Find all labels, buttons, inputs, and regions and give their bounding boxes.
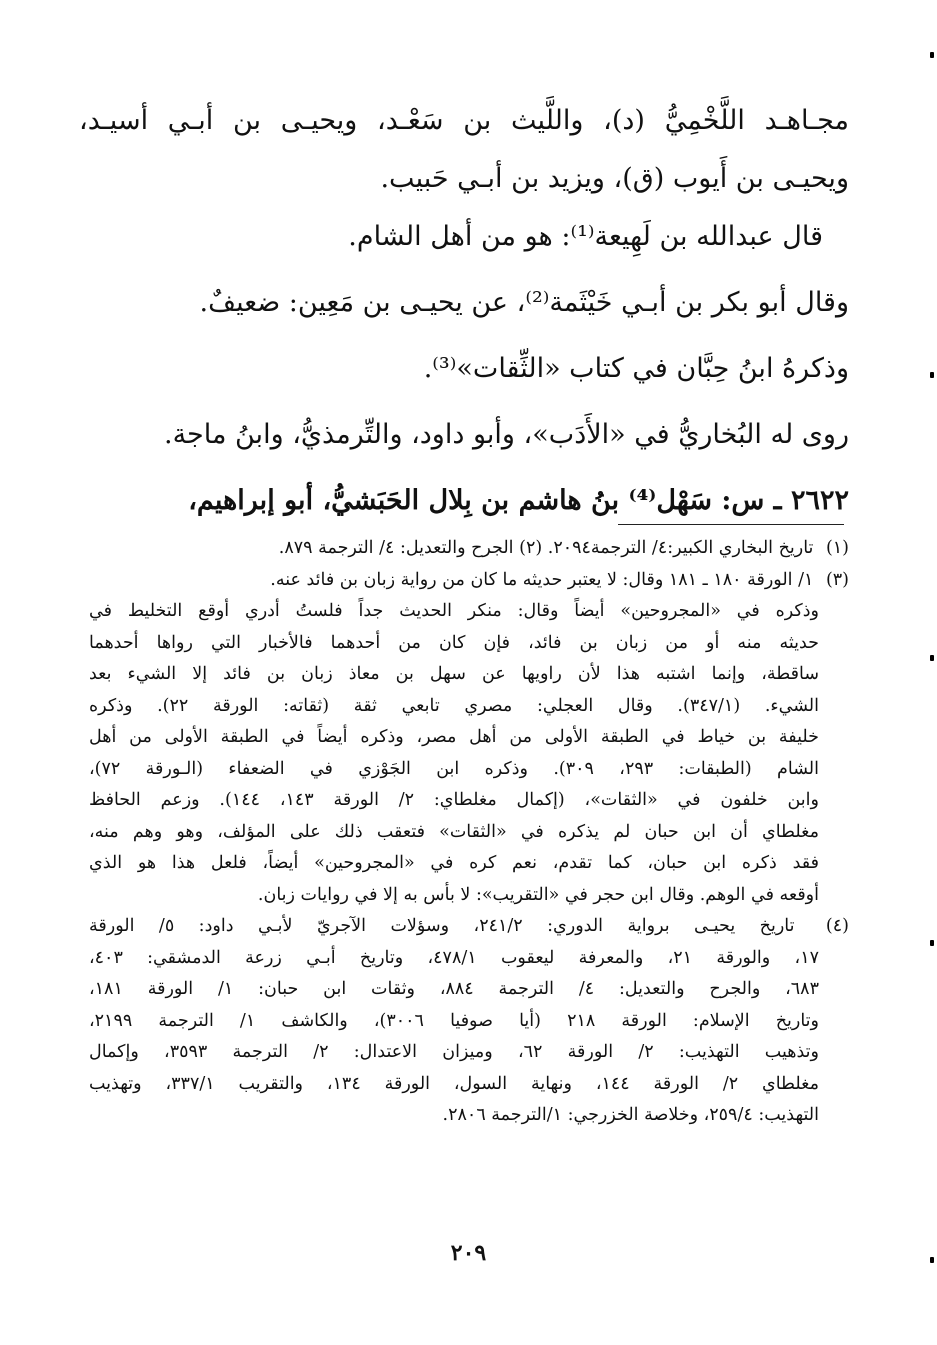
footnote-line: خليفة بن خياط في الطبقة الأولى من أهل مصر، وذكره أيضاً في الطبقة الأولى من أهل — [89, 727, 819, 747]
main-line: روى له البُخاريُّ في «الأَدَب»، وأبو داود، والتِّرمذيُّ، وابنُ ماجة. — [163, 419, 849, 450]
page-number: ٢٠٩ — [450, 1240, 487, 1266]
main-line: قال عبدالله بن لَهِيعة⁽¹⁾: هو من أهل الشام. — [348, 221, 823, 252]
footnote-line: ساقطة، وإنما اشتبه هذا لأن راويها عن سهل بن معاذ زبان بن فائد إلا الشيء بعد — [89, 664, 819, 684]
scan-mark — [930, 655, 934, 661]
main-line: وذكرهُ ابنُ حِبَّان في كتاب «الثِّقات»⁽³⁾. — [423, 353, 849, 384]
footnote-3 — [89, 565, 849, 912]
footnote-line: ١/ الورقة ١٨٠ ـ ١٨١ وقال: لا يعتبر حديثه ما كان من رواية زبان بن فائد عنه. — [270, 569, 814, 590]
scan-mark — [930, 940, 934, 946]
footnote-line: وتذهيب التهذيب: ٢/ الورقة ٦٢، وميزان الاعتدال: ٢/ الترجمة ٣٥٩٣، وإكمال — [89, 1042, 819, 1062]
footnote-line: ١٧، والورقة ٢١، والمعرفة ليعقوب ٤٧٨/١، وتاريخ أبـي زرعة الدمشقي: ٤٠٣، — [89, 947, 819, 968]
scan-mark — [930, 52, 934, 58]
footnote-separator — [618, 524, 844, 525]
footnote-1 — [89, 533, 849, 565]
scan-mark — [930, 1257, 934, 1263]
footnote-line: فقد ذكره ابن حبان، كما تقدم، نعم كره في «المجروحين» أيضاً، فلعل هذا هو الذي — [89, 853, 819, 873]
footnote-line: وذكره في «المجروحين» أيضاً وقال: منكر الحديث جداً فلستُ أدري أوقع التخليط في — [89, 601, 819, 621]
footnote-line: ٦٨٣، والجرح والتعديل: ٤/ الترجمة ٨٨٤، وثقات ابن حبان: ١/ الورقة ١٨١، — [89, 979, 819, 999]
main-line: ويحيـى بن أَيوب (ق)، ويزيد بن أبـي حَبيب. — [380, 163, 849, 194]
footnote-4 — [89, 911, 849, 1132]
footnote-number: (٣) — [825, 569, 849, 590]
footnote-line: وابن خلفون في «الثقات»، (إكمال مغلطاي: ٢/ الورقة ١٤٣، ١٤٤). وزعم الحافظ — [89, 790, 819, 810]
footnote-line: وتاريخ الإسلام: الورقة ٢١٨ (أيا صوفيا ٣٠٠٦)، والكاشف ١/ الترجمة ٢١٩٩، — [89, 1010, 819, 1031]
footnote-line: الشيء. (٣٤٧/١). وقال العجلي: مصري تابعي ثقة (ثقاته: الورقة ٢٢). وذكره — [89, 695, 820, 716]
footnote-number: (١) — [825, 538, 849, 558]
main-line: وقال أبو بكر بن أبـي خَيْثَمة⁽²⁾، عن يحيـى بن مَعِين: ضعيفٌ. — [199, 287, 849, 318]
footnote-line: مغلطاي أن ابن حبان لم يذكره في «الثقات» فتعقب ذلك على المؤلف، وهو وهم منه، — [89, 821, 819, 842]
footnote-line: حديثه منه أو من زبان بن فائد، فإن كان من أحدهما فالأخبار التي رواها أحدهما — [89, 632, 819, 653]
footnote-line: أوقعه في الوهم. وقال ابن حجر في «التقريب»: لا بأس به إلا في روايات زبان. — [257, 884, 819, 905]
scan-mark — [930, 372, 934, 378]
main-text — [79, 92, 849, 530]
footnotes — [89, 533, 849, 1132]
footnote-number: (٤) — [825, 916, 849, 936]
main-line: مجـاهـد اللَّخْمِيُّ (د)، واللَّيث بن سَعْـد، ويحيـى بن أبـي أسيـد، — [79, 105, 849, 136]
footnote-line: مغلطاي ٢/ الورقة ١٤٤، ونهاية السول، الورقة ١٣٤، والتقريب ٣٣٧/١، وتهذيب — [89, 1073, 820, 1094]
footnote-line: الشام (الطبقات: ٢٩٣، ٣٠٩). وذكره ابن الجَوْزي في الضعفاء (الـورقة ٧٢)، — [89, 758, 819, 779]
footnote-line: تاريخ يحيـى برواية الدوري: ٢٤١/٢، وسؤلات الآجريّ لأبـي داود: ٥/ الورقة — [89, 916, 795, 936]
footnote-line: تاريخ البخاري الكبير:٤/ الترجمة٢٠٩٤. (٢) الجرح والتعديل: ٤/ الترجمة ٨٧٩. — [278, 538, 814, 558]
entry-heading: ٢٦٢٢ ـ س: سَهْل⁽⁴⁾ بنُ هاشم بن بِلال الحَبَشيُّ، أبو إبراهيم، — [188, 485, 849, 516]
footnote-line: التهذيب: ٢٥٩/٤، وخلاصة الخزرجي: ١/الترجمة ٢٨٠٦. — [442, 1105, 819, 1125]
